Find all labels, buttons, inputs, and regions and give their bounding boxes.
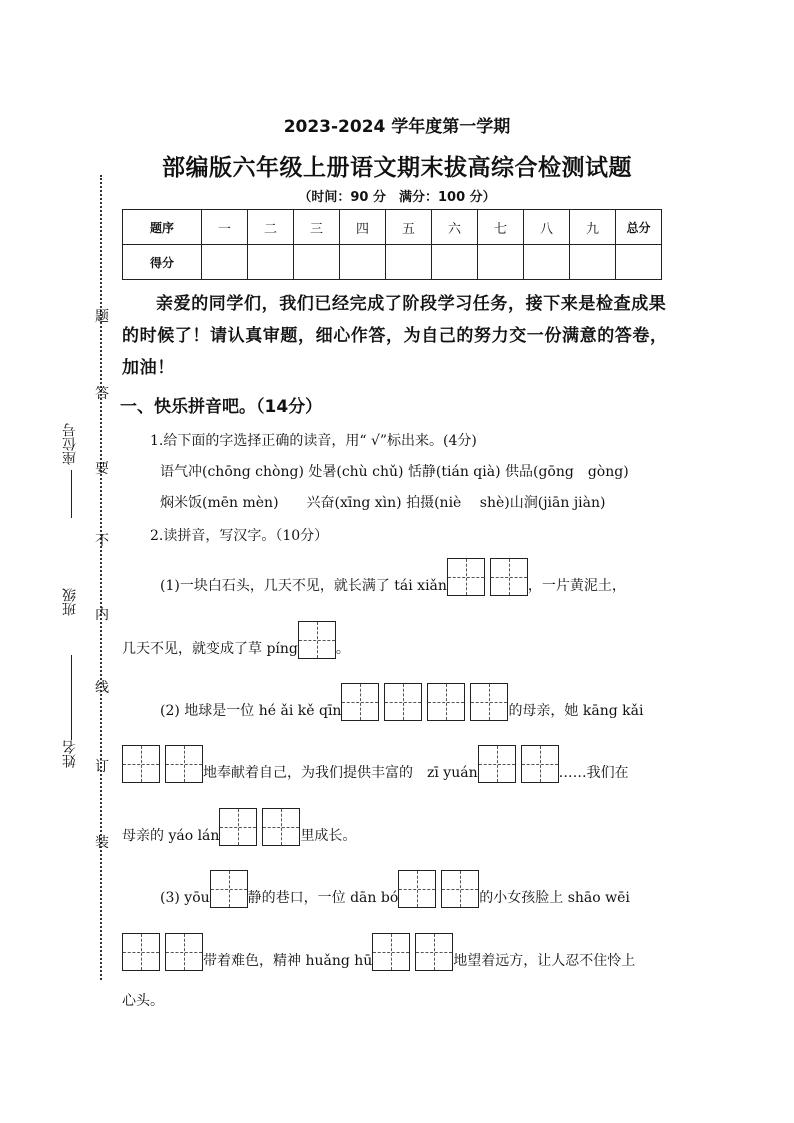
col-total: 总分 [616,210,662,245]
q2-p2-text-d: ……我们在 [558,765,629,781]
answer-grid[interactable] [122,745,160,783]
score-cell[interactable] [432,245,478,280]
q2-p3-text-a: (3) yōu [160,890,210,906]
answer-grid[interactable] [165,933,203,971]
answer-grid[interactable] [470,683,508,721]
score-cell[interactable] [570,245,616,280]
binding-dotted-line [100,175,102,980]
score-cell[interactable] [340,245,386,280]
q2-p3-line1 [160,870,630,908]
score-cell[interactable] [294,245,340,280]
col-5: 五 [386,210,432,245]
q2-p2-line2 [122,745,629,783]
q2-p3-text-e: 地望着远方，让人忍不住怜上 [453,953,636,969]
class-label: 班级 [62,588,78,616]
binding-char: 要 [95,461,109,477]
col-7: 七 [478,210,524,245]
col-4: 四 [340,210,386,245]
binding-char: 线 [95,680,109,696]
q1-prompt: 1.给下面的字选择正确的读音，用“ √”标出来。(4分) [150,433,477,449]
answer-grid[interactable] [372,933,410,971]
answer-grid-group [372,933,453,971]
q2-p2-line1 [160,683,643,721]
binding-char: 不 [95,533,109,549]
q2-p1-text-a: (1)一块白石头，几天不见，就长满了 tái xiǎn [160,578,447,594]
binding-char: 答 [95,386,109,402]
col-8: 八 [524,210,570,245]
col-1: 一 [202,210,248,245]
col-9: 九 [570,210,616,245]
col-2: 二 [248,210,294,245]
answer-grid[interactable] [415,933,453,971]
binding-char: 装 [95,835,109,851]
answer-grid[interactable] [521,745,559,783]
answer-grid[interactable] [219,808,257,846]
answer-grid[interactable] [447,558,485,596]
section-1-title: 一、快乐拼音吧。（14分） [120,397,323,417]
score-cell[interactable] [248,245,294,280]
answer-grid-group [341,683,508,721]
binding-char: 内 [95,607,109,623]
q2-p3-text-b: 静的巷口，一位 dān bó [247,890,399,906]
score-cell-total[interactable] [616,245,662,280]
answer-grid[interactable] [384,683,422,721]
answer-grid[interactable] [478,745,516,783]
intro-paragraph: 亲爱的同学们，我们已经完成了阶段学习任务，接下来是检查成果的时候了！请认真审题，细心作答，为自己的努力交一份满意的答卷，加油！ [122,294,668,378]
answer-grid[interactable] [298,621,336,659]
q2-p1-text-b: ，一片黄泥土， [527,578,626,594]
answer-grid[interactable] [262,808,300,846]
class-blank[interactable] [71,655,72,740]
answer-grid-group [398,870,479,908]
q2-p1-text-c: 几天不见，就变成了草 píng [122,641,298,657]
q2-p3-text-d: 带着难色，精神 huǎng hū [203,953,373,969]
col-6: 六 [432,210,478,245]
seat-number-label: 座位号 [62,423,78,465]
answer-grid-group [447,558,528,596]
seat-number-blank[interactable] [71,470,72,518]
exam-time-score: （时间：90 分 满分：100 分） [298,190,496,205]
score-cell[interactable] [202,245,248,280]
answer-grid[interactable] [427,683,465,721]
q2-p3-text-c: 的小女孩脸上 shāo wēi [479,890,630,906]
q2-p2-text-e: 母亲的 yáo lán [122,828,220,844]
q2-p1-line2 [122,621,350,659]
q2-p1-text-d: 。 [335,641,350,657]
answer-grid[interactable] [165,745,203,783]
q2-p2-text-a: (2) 地球是一位 hé ǎi kě qīn [160,703,342,719]
answer-grid-group [219,808,300,846]
answer-grid-group [122,933,203,971]
q2-p1-line1 [160,558,626,596]
exam-year: 2023-2024 学年度第一学期 [283,117,511,137]
answer-grid[interactable] [398,870,436,908]
q2-p3-text-f: 心头。 [122,993,164,1009]
answer-grid[interactable] [490,558,528,596]
row-label-order: 题序 [123,210,202,245]
row-label-score: 得分 [123,245,202,280]
score-table [122,209,662,280]
q1-line-1: 语气冲(chōng chòng) 处暑(chù chǔ) 恬静(tián qià) 供品(gōng gòng) [160,464,629,480]
q2-p2-text-b: 的母亲，她 kāng kǎi [508,703,644,719]
col-3: 三 [294,210,340,245]
score-cell[interactable] [478,245,524,280]
answer-grid-group [478,745,559,783]
binding-char: 题 [95,309,109,325]
answer-grid[interactable] [341,683,379,721]
binding-char: 订 [95,759,109,775]
name-label: 姓名 [62,740,78,768]
q2-p2-line3 [122,808,356,846]
answer-grid[interactable] [210,870,248,908]
score-cell[interactable] [524,245,570,280]
answer-grid[interactable] [441,870,479,908]
q1-line-2: 焖米饭(mēn mèn) 兴奋(xīng xìn) 拍摄(niè shè)山涧(jiān jiàn) [160,495,606,511]
answer-grid[interactable] [122,933,160,971]
q2-p2-text-c: 地奉献着自己，为我们提供丰富的 zī yuán [203,765,478,781]
answer-grid-group [122,745,203,783]
score-cell[interactable] [386,245,432,280]
q2-p3-line2 [122,933,635,971]
exam-title: 部编版六年级上册语文期末拔高综合检测试题 [162,155,632,181]
q2-p2-text-f: 里成长。 [300,828,357,844]
q2-prompt: 2.读拼音，写汉字。（10分） [150,528,329,544]
